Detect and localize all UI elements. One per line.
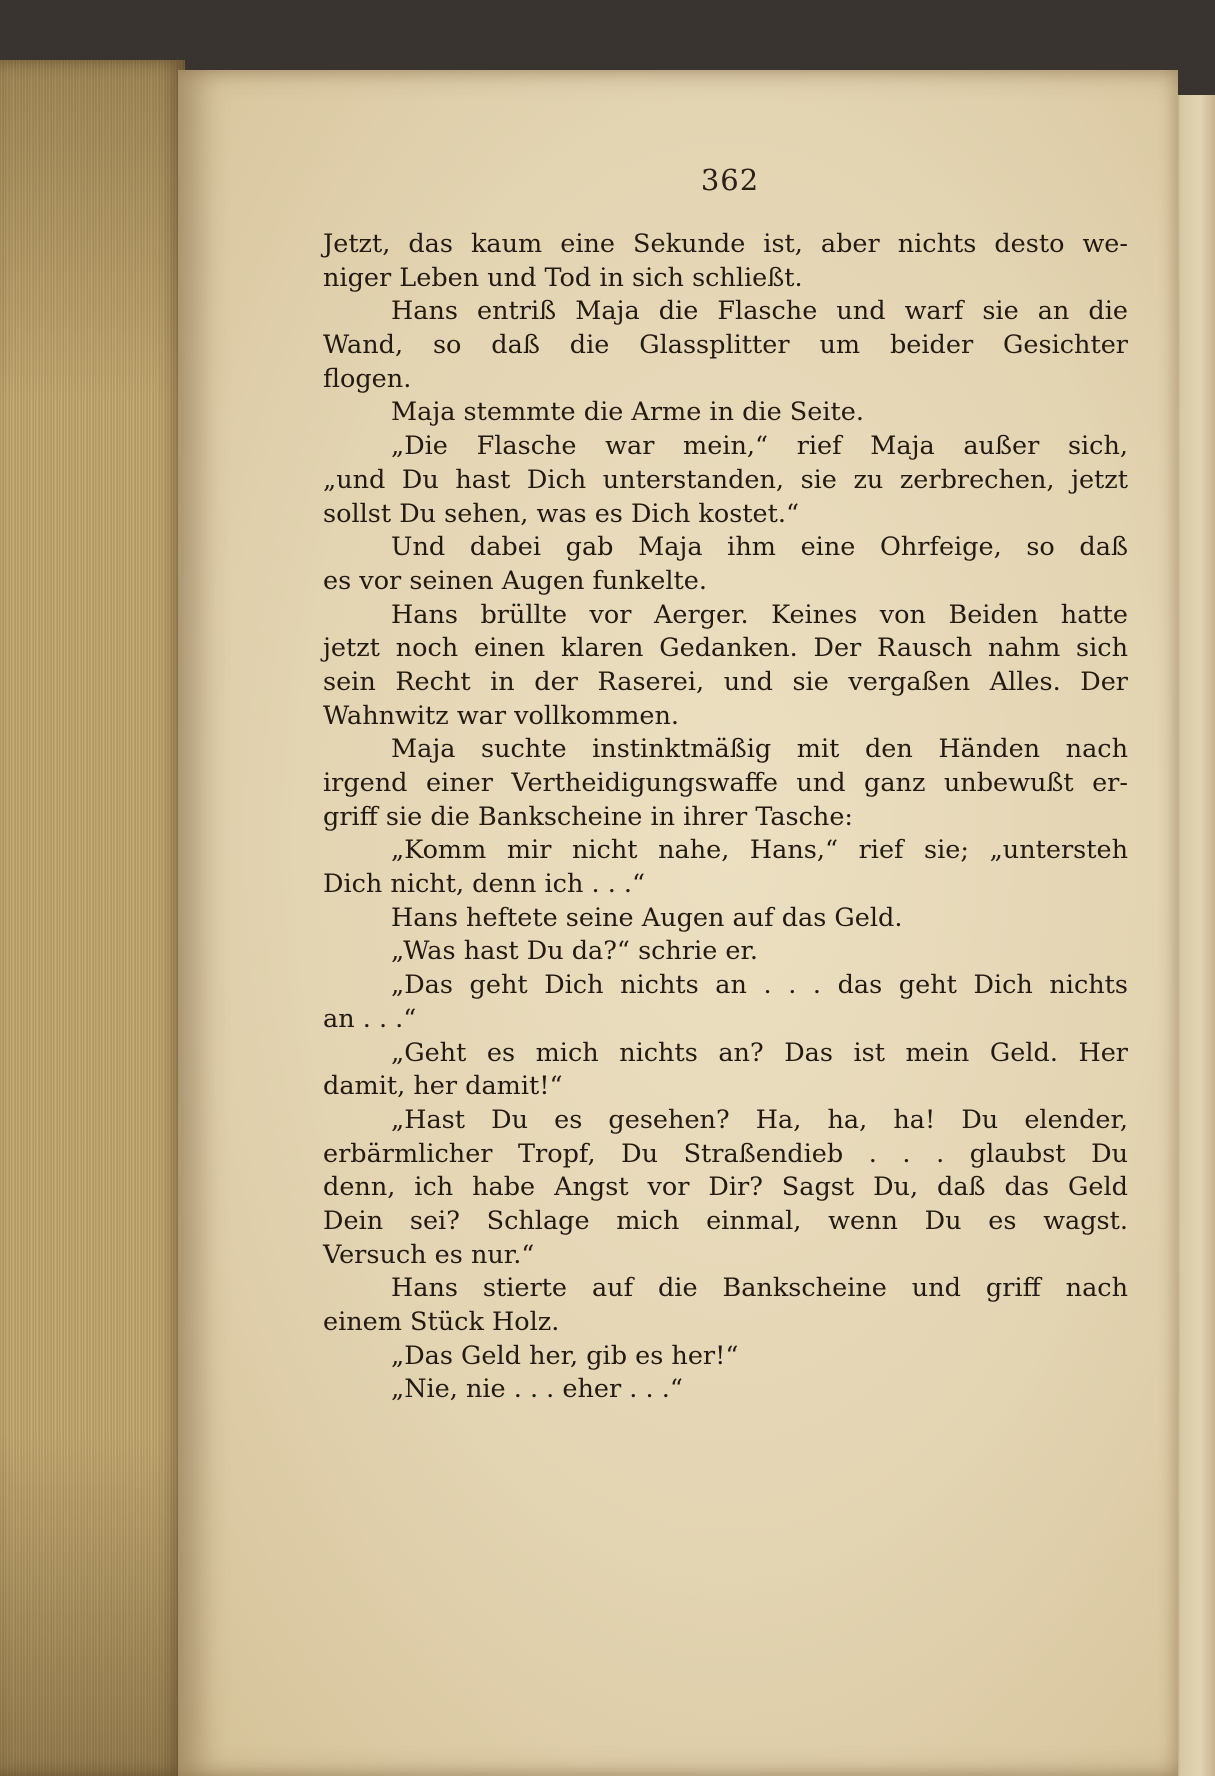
text-line: „Geht es mich nichts an? Das ist mein Geld. Her: [391, 1037, 1128, 1068]
text-line: einem Stück Holz.: [323, 1307, 560, 1337]
text-line: „Das geht Dich nichts an . . . das geht Dich nichts: [391, 970, 1128, 1001]
page-edge-stack: [0, 60, 185, 1776]
text-line: Dich nicht, denn ich . . .“: [323, 869, 646, 900]
text-line: irgend einer Vertheidigungswaffe und ganz unbewußt er-: [323, 768, 1128, 798]
text-line: „Hast Du es gesehen? Ha, ha, ha! Du elender,: [391, 1104, 1128, 1135]
text-line: sein Recht in der Raserei, und sie vergaßen Alles. Der: [323, 666, 1128, 697]
text-line: „Was hast Du da?“ schrie er.: [391, 936, 758, 967]
text-line: Dein sei? Schlage mich einmal, wenn Du es wagst.: [323, 1205, 1128, 1236]
text-line: es vor seinen Augen funkelte.: [323, 565, 707, 596]
text-line: niger Leben und Tod in sich schließt.: [323, 262, 803, 293]
text-line: erbärmlicher Tropf, Du Straßendieb . . . glaubst Du: [323, 1138, 1128, 1169]
text-line: Und dabei gab Maja ihm eine Ohrfeige, so daß: [391, 532, 1128, 563]
text-line: Jetzt, das kaum eine Sekunde ist, aber nichts desto we-: [323, 229, 1128, 259]
text-line: Hans brüllte vor Aerger. Keines von Beiden hatte: [391, 599, 1128, 630]
text-line: jetzt noch einen klaren Gedanken. Der Rausch nahm sich: [323, 633, 1128, 664]
text-line: Versuch es nur.“: [323, 1239, 535, 1270]
text-line: Hans stierte auf die Bankscheine und griff nach: [391, 1273, 1128, 1304]
text-line: Hans heftete seine Augen auf das Geld.: [391, 902, 903, 933]
text-line: „Das Geld her, gib es her!“: [391, 1340, 739, 1371]
text-line: Hans entriß Maja die Flasche und warf sie an die: [391, 296, 1128, 327]
text-line: Maja stemmte die Arme in die Seite.: [391, 397, 864, 428]
text-line: „und Du hast Dich unterstanden, sie zu zerbrechen, jetzt: [323, 464, 1128, 495]
text-line: Wahnwitz war vollkommen.: [323, 700, 679, 731]
page-number: 362: [700, 163, 760, 197]
body-text: [323, 228, 1128, 1407]
text-line: an . . .“: [323, 1003, 417, 1034]
text-line: „Komm mir nicht nahe, Hans,“ rief sie; „untersteh: [391, 835, 1128, 866]
text-line: Wand, so daß die Glassplitter um beider Gesichter: [323, 330, 1128, 361]
text-line: „Die Flasche war mein,“ rief Maja außer sich,: [391, 431, 1128, 462]
text-line: sollst Du sehen, was es Dich kostet.“: [323, 498, 800, 529]
text-line: Maja suchte instinktmäßig mit den Händen nach: [391, 734, 1128, 765]
text-line: „Nie, nie . . . eher . . .“: [391, 1374, 683, 1405]
text-line: flogen.: [323, 363, 412, 394]
text-line: damit, her damit!“: [323, 1071, 563, 1102]
text-line: denn, ich habe Angst vor Dir? Sagst Du, daß das Geld: [323, 1172, 1128, 1203]
text-line: griff sie die Bankscheine in ihrer Tasche:: [323, 801, 854, 832]
